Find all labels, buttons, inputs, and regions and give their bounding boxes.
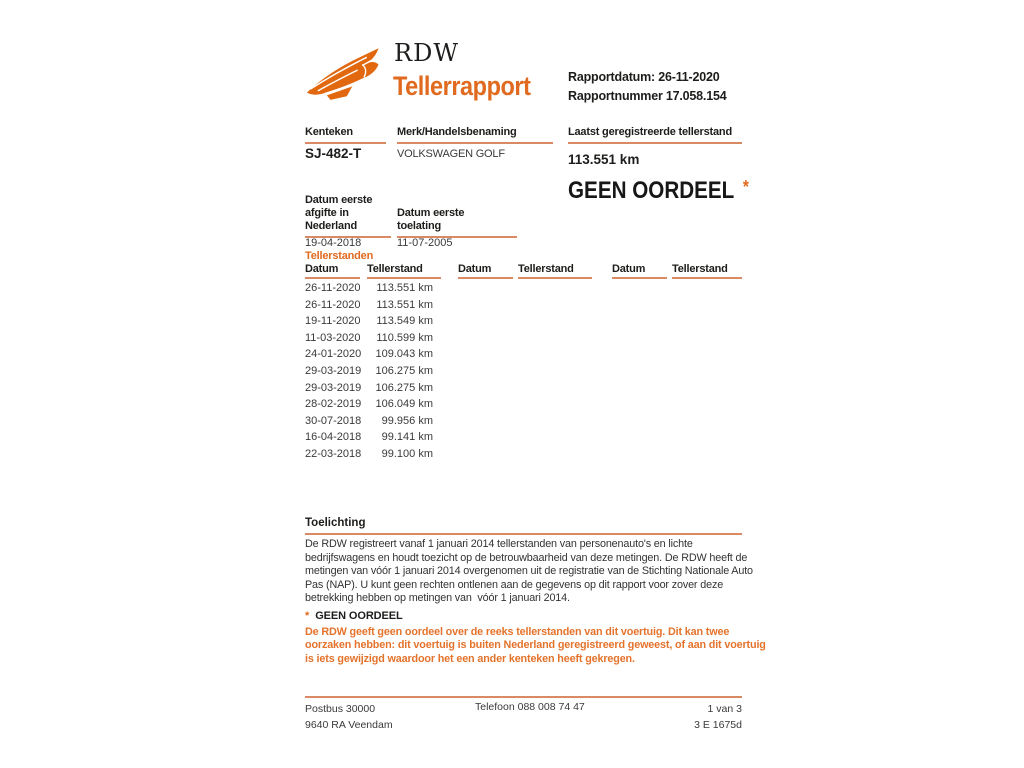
table-row: 26-11-2020 113.551 km	[305, 298, 433, 311]
report-meta	[568, 68, 726, 106]
report-date: Rapportdatum: 26-11-2020	[568, 70, 720, 84]
table-row: 26-11-2020 113.551 km	[305, 282, 433, 294]
kenteken-value: SJ-482-T	[305, 146, 362, 161]
afgifte-value: 19-04-2018	[305, 237, 362, 249]
table-row: 28-02-2019 106.049 km	[305, 398, 433, 411]
table-row: 19-11-2020 113.549 km	[305, 315, 433, 328]
table-row: 30-07-2018 99.956 km	[305, 414, 433, 427]
afgifte-label: Datum eerste afgifte in Nederland	[305, 194, 391, 238]
brand-rdw: RDW	[394, 39, 459, 67]
toelichting-title: Toelichting	[305, 517, 742, 535]
verdict-explanation: De RDW geeft geen oordeel over de reeks tellerstanden van dit voertuig. Dit kan twee oorzaken hebben: dit voertuig is buiten Nederland geregistreerd geweest, of aan dit voertuig is iets gewijzigd waardoor het een ander kenteken heeft gekregen.	[305, 626, 766, 665]
col-header-tellerstand-2: Tellerstand	[518, 263, 592, 279]
doc-code: 3 E 1675d	[694, 719, 742, 731]
tellerstanden-section-title: Tellerstanden	[305, 250, 374, 262]
merk-label: Merk/Handelsbenaming	[397, 126, 553, 144]
merk-value: VOLKSWAGEN GOLF	[397, 148, 505, 160]
laatste-tellerstand-label: Laatst geregistreerde tellerstand	[568, 126, 742, 144]
report-number: Rapportnummer 17.058.154	[568, 89, 727, 103]
laatste-tellerstand-value: 113.551 km	[568, 152, 640, 167]
page-indicator: 1 van 3	[707, 703, 742, 715]
footer-divider	[305, 696, 742, 698]
col-header-tellerstand-1: Tellerstand	[367, 263, 441, 279]
col-header-datum-3: Datum	[612, 263, 667, 279]
toelating-label: Datum eerste toelating	[397, 207, 517, 238]
verdict-text: GEEN OORDEEL	[568, 177, 735, 204]
footer-phone: Telefoon 088 008 74 47	[475, 701, 585, 713]
col-header-datum-1: Datum	[305, 263, 360, 279]
table-row: 22-03-2018 99.100 km	[305, 447, 433, 460]
table-row: 29-03-2019 106.275 km	[305, 381, 433, 394]
toelichting-body: De RDW registreert vanaf 1 januari 2014 tellerstanden van personenauto's en lichte bedrijfswagens en houdt toezicht op de betrouwbaarheid van deze metingen. De RDW heeft de metingen van vóór 1 januari 2014 overgenomen uit de registratie van de Stichting Nationale Auto Pas (NAP). U kunt geen rechten ontlenen aan de gegevens op dit rapport voor zover deze betrekking hebben op metingen van vóór 1 januari 2014.	[305, 538, 753, 605]
toelating-value: 11-07-2005	[397, 237, 453, 249]
table-row: 29-03-2019 106.275 km	[305, 364, 433, 377]
asterisk-icon: *	[742, 177, 749, 197]
footer-address: Postbus 30000 9640 RA Veendam	[305, 703, 393, 731]
footer-page-info	[600, 701, 742, 733]
rdw-wing-logo	[299, 41, 391, 109]
table-row: 11-03-2020 110.599 km	[305, 331, 433, 344]
verdict-note-heading: * GEEN OORDEEL	[305, 610, 403, 622]
document-title: Tellerrapport	[393, 71, 531, 101]
asterisk-icon: *	[305, 610, 310, 622]
col-header-datum-2: Datum	[458, 263, 513, 279]
readings-table	[305, 280, 435, 463]
table-row: 16-04-2018 99.141 km	[305, 431, 433, 444]
kenteken-label: Kenteken	[305, 126, 386, 144]
table-row: 24-01-2020 109.043 km	[305, 348, 433, 361]
verdict-heading	[568, 177, 749, 205]
col-header-tellerstand-3: Tellerstand	[672, 263, 742, 279]
